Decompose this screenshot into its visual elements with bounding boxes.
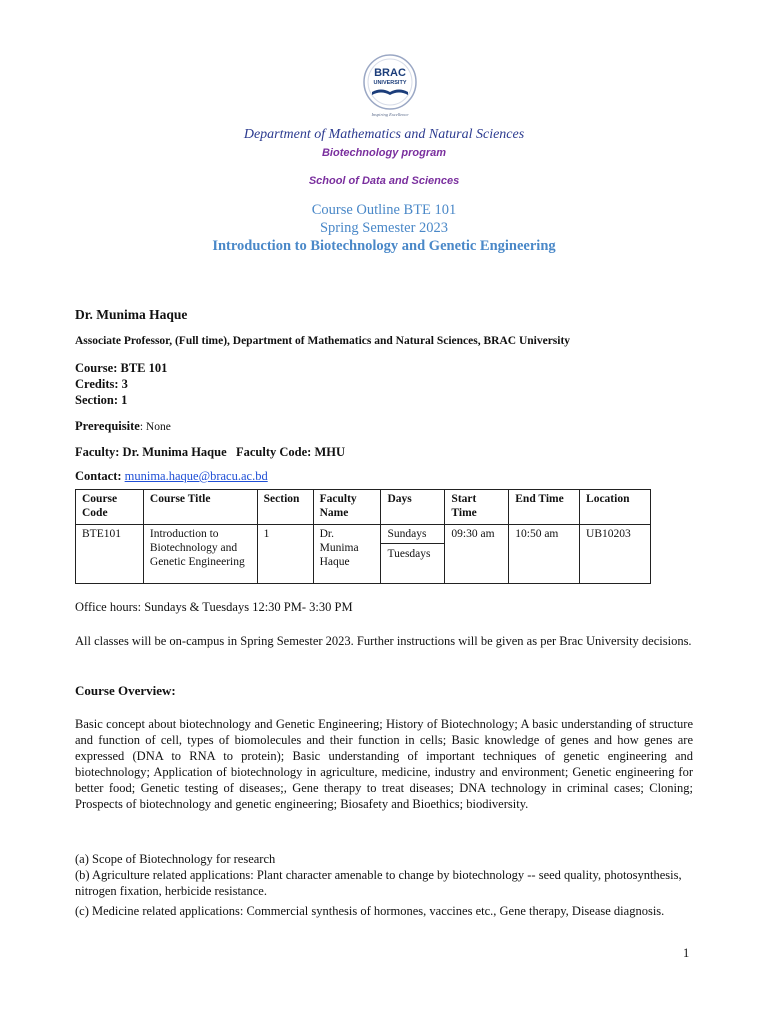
header-course-code: Course Code	[76, 490, 144, 525]
prerequisite-line	[75, 419, 171, 434]
classes-note: All classes will be on-campus in Spring Semester 2023. Further instructions will be given as per Brac University decisions.	[75, 634, 692, 648]
cell-start-time: 09:30 am	[445, 525, 509, 584]
overview-item-a: (a) Scope of Biotechnology for research	[75, 852, 276, 866]
cell-faculty-name: Dr. Munima Haque	[313, 525, 381, 584]
course-full-title: Introduction to Biotechnology and Genetic Engineering	[212, 238, 556, 254]
course-outline-title: Course Outline BTE 101	[311, 202, 457, 218]
header-faculty-name: Faculty Name	[313, 490, 381, 525]
school-name: School of Data and Sciences	[308, 175, 460, 187]
header-days: Days	[381, 490, 445, 525]
cell-days	[381, 525, 445, 584]
semester-title: Spring Semester 2023	[319, 220, 449, 236]
section-line: Section: 1	[75, 393, 128, 407]
overview-item-c: (c) Medicine related applications: Commercial synthesis of hormones, vaccines etc., Gene therapy, Disease diagnosis.	[75, 904, 665, 918]
logo-text: BRAC	[374, 67, 406, 79]
cell-location: UB10203	[580, 525, 651, 584]
header-end-time: End Time	[509, 490, 580, 525]
instructor-position: Associate Professor, (Full time), Department of Mathematics and Natural Sciences, BRAC University	[75, 335, 571, 347]
logo-subtext: UNIVERSITY	[373, 80, 407, 86]
credits-line: Credits: 3	[75, 377, 128, 391]
department-name: Department of Mathematics and Natural Sciences	[243, 127, 525, 142]
course-overview-heading: Course Overview:	[75, 683, 176, 698]
schedule-table	[75, 489, 651, 584]
contact-label: Contact:	[75, 469, 125, 483]
page-number: 1	[683, 946, 690, 960]
header-location: Location	[580, 490, 651, 525]
table-row	[76, 525, 651, 584]
header-section: Section	[257, 490, 313, 525]
cell-section: 1	[257, 525, 313, 584]
instructor-name: Dr. Munima Haque	[75, 307, 188, 322]
contact-email-link[interactable]: munima.haque@bracu.ac.bd	[124, 469, 268, 483]
cell-day-sunday: Sundays	[387, 528, 427, 540]
table-header-row	[76, 490, 651, 525]
cell-course-title: Introduction to Biotechnology and Genetic Engineering	[143, 525, 257, 584]
cell-course-code: BTE101	[76, 525, 144, 584]
header-start-time: Start Time	[445, 490, 509, 525]
course-code-line: Course: BTE 101	[75, 361, 168, 375]
header-course-title: Course Title	[143, 490, 257, 525]
overview-item-b: (b) Agriculture related applications: Plant character amenable to change by biotechnology -- seed quality, photosynthesis, nitrogen fixation, herbicide resistance.	[75, 868, 682, 898]
contact-line	[75, 469, 268, 484]
prerequisite-label: Prerequisite	[75, 419, 140, 433]
prerequisite-value: : None	[139, 421, 171, 433]
faculty-line: Faculty: Dr. Munima Haque Faculty Code: MHU	[75, 445, 346, 459]
cell-end-time: 10:50 am	[509, 525, 580, 584]
office-hours: Office hours: Sundays & Tuesdays 12:30 PM- 3:30 PM	[75, 600, 353, 614]
program-name: Biotechnology program	[321, 147, 447, 159]
course-overview-body: Basic concept about biotechnology and Genetic Engineering; History of Biotechnology; A basic understanding of structure and function of cell, types of biomolecules and their function in cells; Basic knowledge of genes and how genes are expressed (DNA to RNA to protein); Basic understanding of important techniques of genetic engineering and biotechnology; Application of biotechnology in agriculture, medicine, industry and environment; Genetic engineering for better food; Genetic testing of diseases;, Gene therapy to treat diseases; DNA technology in criminal cases; Cloning; Prospects of biotechnology and genetic engineering; Biosafety and Bioethics; biodiversity.	[75, 717, 693, 811]
cell-day-tuesday: Tuesdays	[381, 543, 444, 563]
logo-tagline: Inspiring Excellence	[371, 112, 409, 117]
brac-university-logo	[350, 52, 430, 120]
